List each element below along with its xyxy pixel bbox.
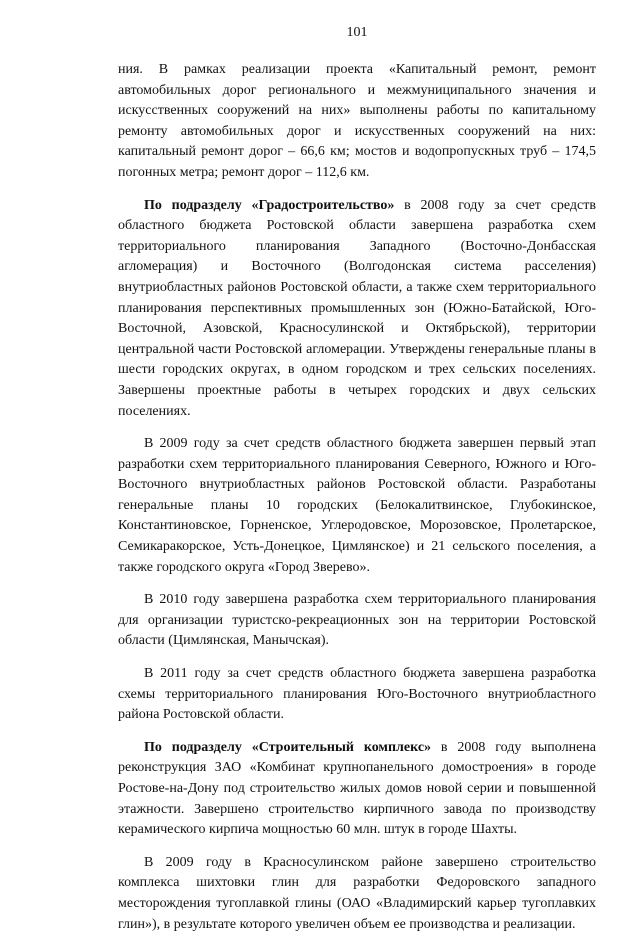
paragraph-urban-planning-2011: [118, 664, 596, 726]
paragraph-urban-planning-2009: [118, 434, 596, 578]
paragraph-lead: По подразделу «Градостроительство»: [144, 197, 395, 213]
paragraph-text: в 2008 году выполнена реконструкция ЗАО «Комбинат крупнопанельного домостроения» в городе Ростове-на-Дону под строительство жилых домов новой серии и повышенной этажности. Завершено строительство кирпичного завода по производству керамического кирпича мощностью 60 млн. штук в городе Шахты.: [118, 739, 597, 838]
paragraph-text: В 2011 году за счет средств областного бюджета завершена разработка схемы территориального планирования Юго-Восточного внутриобластного района Ростовской области.: [118, 666, 596, 723]
paragraph-text: В 2009 году за счет средств областного бюджета завершен первый этап разработки схем территориального планирования Северного, Южного и Юго-Восточного внутриобластных районов Ростовской области. Разработаны генеральные планы 10 городских (Белокалитвинское, Глубокинское, Константиновское, Горненское, Углеродовское, Морозовское, Пролетарское, Семикаракорское, Усть-Донецкое, Цимлянское) и 21 сельского поселения, а также городского округа «Город Зверево».: [118, 436, 596, 575]
paragraph-construction-2009: [118, 853, 596, 935]
paragraph-lead: По подразделу «Строительный комплекс»: [144, 739, 432, 755]
paragraph-urban-planning-2008: [118, 196, 596, 423]
paragraph-road-repair: [118, 60, 596, 184]
paragraph-text: В 2009 году в Красносулинском районе завершено строительство комплекса шихтовки глин для разработки Федоровского западного месторождения тугоплавкой глины (ОАО «Владимирский карьер тугоплавких глин»), в результате которого увеличен объем ее производства и реализации.: [118, 854, 596, 932]
document-page: [118, 24, 596, 947]
paragraph-urban-planning-2010: [118, 590, 596, 652]
paragraph-text: ния. В рамках реализации проекта «Капитальный ремонт, ремонт автомобильных дорог регионального и межмуниципального значения и искусственных сооружений на них» выполнены работы по капитальному ремонту автомобильных дорог и искусственных сооружений на них: капитальный ремонт дорог – 66,6 км; мостов и водопропускных труб – 174,5 погонных метра; ремонт дорог – 112,6 км.: [118, 62, 596, 180]
paragraph-text: в 2008 году за счет средств областного бюджета Ростовской области завершена разработка схем территориального планирования Западного (Восточно-Донбасская агломерация) и Восточного (Волгодонская система расселения) внутриобластных районов Ростовской области, а также схем территориального планирования перспективных промышленных зон (Южно-Батайской, Юго-Восточной, Азовской, Красносулинской и Октябрьской), территории центральной части Ростовской агломерации. Утверждены генеральные планы в шести городских округах, в одном городском и трех сельских поселениях. Завершены проектные работы в четырех городских и двух сельских поселениях.: [118, 197, 596, 419]
page-number: 101: [346, 25, 368, 40]
paragraph-construction-2008: [118, 738, 596, 841]
paragraph-text: В 2010 году завершена разработка схем территориального планирования для организации туристско-рекреационных зон на территории Ростовской области (Цимлянская, Манычская).: [118, 592, 596, 649]
